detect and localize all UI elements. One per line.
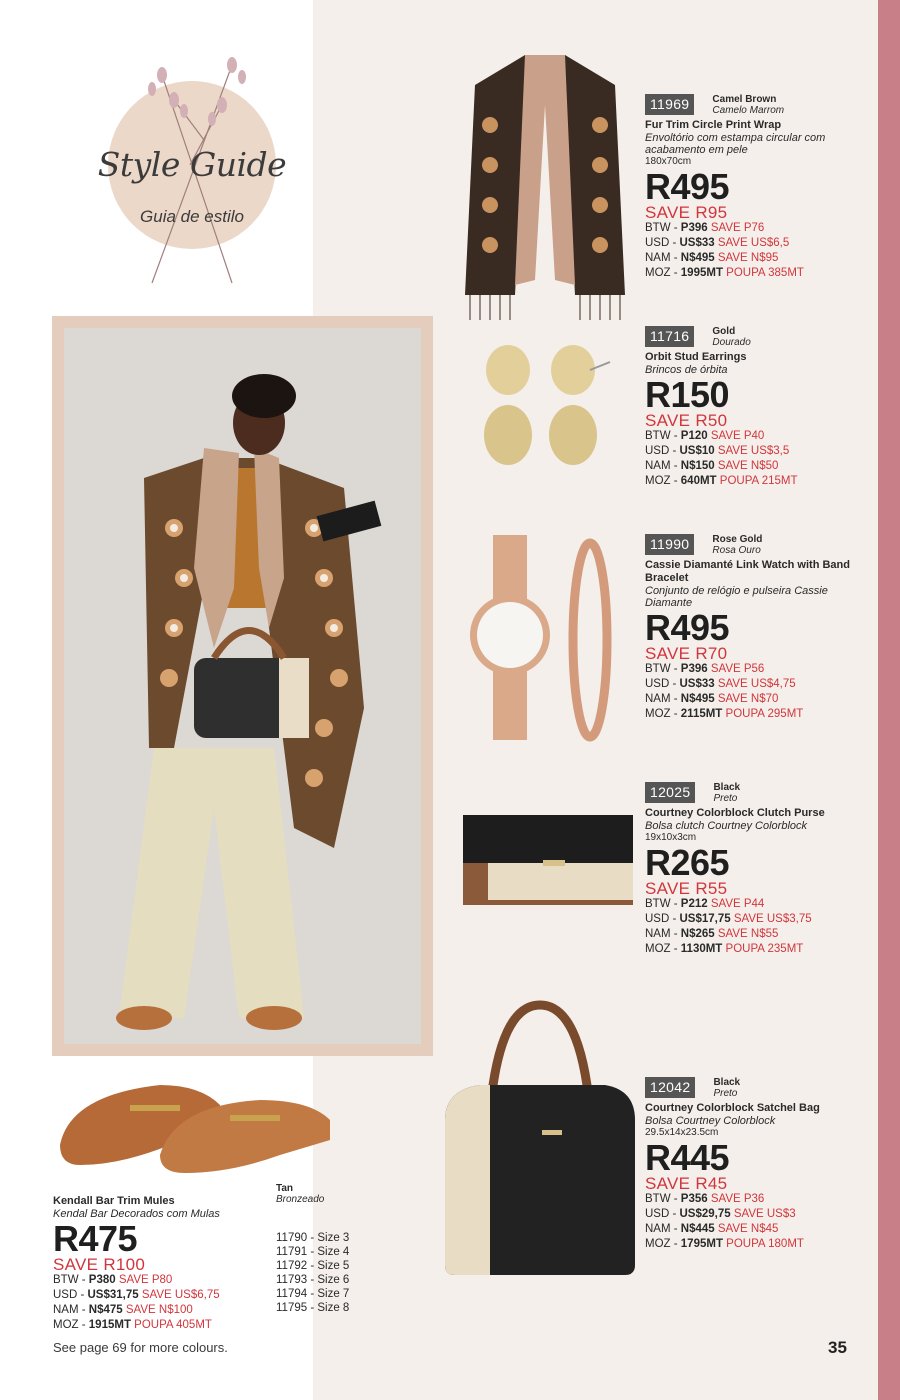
product-11969 <box>645 94 875 281</box>
price-usd: USD - US$33 SAVE US$6,5 <box>645 237 790 249</box>
product-name-en: Orbit Stud Earrings <box>645 351 747 363</box>
product-name-pt: Kendal Bar Decorados com Mulas <box>53 1208 220 1220</box>
mules-image <box>50 1065 350 1175</box>
mules-sizes <box>276 1183 386 1315</box>
price-nam: NAM - N$475 SAVE N$100 <box>53 1304 193 1316</box>
watch-bracelet-image <box>465 535 620 745</box>
product-code: 11990 <box>645 534 694 555</box>
price-nam: NAM - N$265 SAVE N$55 <box>645 928 779 940</box>
product-price: R495 <box>645 166 730 207</box>
product-save: SAVE R70 <box>645 644 728 663</box>
size-row: 11795 - Size 8 <box>276 1302 350 1314</box>
product-price: R495 <box>645 607 730 648</box>
product-save: SAVE R100 <box>53 1255 146 1274</box>
product-12042 <box>645 1077 875 1252</box>
product-price: R265 <box>645 842 730 883</box>
color-en: Black <box>713 782 741 793</box>
price-usd: USD - US$17,75 SAVE US$3,75 <box>645 913 812 925</box>
price-nam: NAM - N$495 SAVE N$70 <box>645 693 779 705</box>
color-en: Gold <box>712 326 736 337</box>
price-moz: MOZ - 1995MT POUPA 385MT <box>645 267 804 279</box>
product-name-en: Fur Trim Circle Print Wrap <box>645 119 782 131</box>
color-pt: Bronzeado <box>276 1194 325 1205</box>
model-photo <box>64 328 421 1044</box>
size-row: 11790 - Size 3 <box>276 1232 350 1244</box>
fur-wrap-image <box>455 45 635 325</box>
color-en: Rose Gold <box>712 534 763 545</box>
clutch-image <box>458 805 638 915</box>
price-moz: MOZ - 1795MT POUPA 180MT <box>645 1238 804 1250</box>
price-moz: MOZ - 1130MT POUPA 235MT <box>645 943 804 955</box>
style-guide-subtitle: Guia de estilo <box>140 207 244 226</box>
color-pt: Preto <box>713 793 738 804</box>
color-en: Black <box>713 1077 741 1088</box>
product-12025 <box>645 782 875 957</box>
price-btw: BTW - P396 SAVE P76 <box>645 222 765 234</box>
product-11990 <box>645 534 875 722</box>
product-dimensions: 29.5x14x23.5cm <box>645 1127 719 1138</box>
price-moz: MOZ - 1915MT POUPA 405MT <box>53 1319 212 1331</box>
page-number: 35 <box>828 1338 847 1357</box>
product-save: SAVE R50 <box>645 411 728 430</box>
color-pt: Dourado <box>712 337 751 348</box>
product-price: R475 <box>53 1218 138 1259</box>
product-name-en: Cassie Diamanté Link Watch with Band Bracelet <box>645 559 850 584</box>
price-usd: USD - US$31,75 SAVE US$6,75 <box>53 1289 220 1301</box>
product-name-en: Courtney Colorblock Clutch Purse <box>645 807 825 819</box>
product-code: 12025 <box>645 782 695 803</box>
price-btw: BTW - P212 SAVE P44 <box>645 898 765 910</box>
see-more-note: See page 69 for more colours. <box>53 1340 228 1355</box>
color-en: Camel Brown <box>712 94 777 105</box>
price-btw: BTW - P396 SAVE P56 <box>645 663 765 675</box>
price-usd: USD - US$29,75 SAVE US$3 <box>645 1208 796 1220</box>
size-row: 11793 - Size 6 <box>276 1274 350 1286</box>
product-price: R445 <box>645 1137 730 1178</box>
price-moz: MOZ - 640MT POUPA 215MT <box>645 475 798 487</box>
price-nam: NAM - N$445 SAVE N$45 <box>645 1223 779 1235</box>
style-guide-logo <box>92 45 292 285</box>
product-price: R150 <box>645 374 730 415</box>
product-name-pt: Bolsa Courtney Colorblock <box>645 1115 776 1127</box>
price-nam: NAM - N$495 SAVE N$95 <box>645 252 779 264</box>
color-pt: Rosa Ouro <box>712 545 761 556</box>
price-usd: USD - US$10 SAVE US$3,5 <box>645 445 790 457</box>
model-illustration <box>64 328 421 1044</box>
price-moz: MOZ - 2115MT POUPA 295MT <box>645 708 804 720</box>
style-guide-title: Style Guide <box>97 145 287 184</box>
product-dimensions: 180x70cm <box>645 156 692 167</box>
product-11716 <box>645 326 875 489</box>
color-pt: Camelo Marrom <box>712 105 785 116</box>
product-mules <box>53 1192 283 1333</box>
product-name-en: Courtney Colorblock Satchel Bag <box>645 1102 820 1114</box>
product-save: SAVE R45 <box>645 1174 728 1193</box>
color-en: Tan <box>276 1183 294 1194</box>
earrings-image <box>478 340 618 470</box>
price-btw: BTW - P356 SAVE P36 <box>645 1193 765 1205</box>
price-btw: BTW - P380 SAVE P80 <box>53 1274 173 1286</box>
product-code: 11716 <box>645 326 694 347</box>
product-name-en: Kendall Bar Trim Mules <box>53 1195 175 1207</box>
product-code: 12042 <box>645 1077 695 1098</box>
product-dimensions: 19x10x3cm <box>645 832 697 843</box>
product-name-pt: Conjunto de relógio e pulseira Cassie Diamante <box>645 585 828 609</box>
product-save: SAVE R55 <box>645 879 728 898</box>
color-pt: Preto <box>713 1088 738 1099</box>
size-row: 11792 - Size 5 <box>276 1260 350 1272</box>
size-row: 11794 - Size 7 <box>276 1288 350 1300</box>
product-name-pt: Envoltório com estampa circular com acabamento em pele <box>645 132 826 156</box>
price-btw: BTW - P120 SAVE P40 <box>645 430 765 442</box>
price-nam: NAM - N$150 SAVE N$50 <box>645 460 779 472</box>
price-usd: USD - US$33 SAVE US$4,75 <box>645 678 796 690</box>
satchel-bag-image <box>430 1000 640 1280</box>
product-code: 11969 <box>645 94 694 115</box>
product-name-pt: Brincos de órbita <box>645 364 728 376</box>
page-edge-strip <box>878 0 900 1400</box>
product-save: SAVE R95 <box>645 203 728 222</box>
product-name-pt: Bolsa clutch Courtney Colorblock <box>645 820 808 832</box>
size-row: 11791 - Size 4 <box>276 1246 350 1258</box>
